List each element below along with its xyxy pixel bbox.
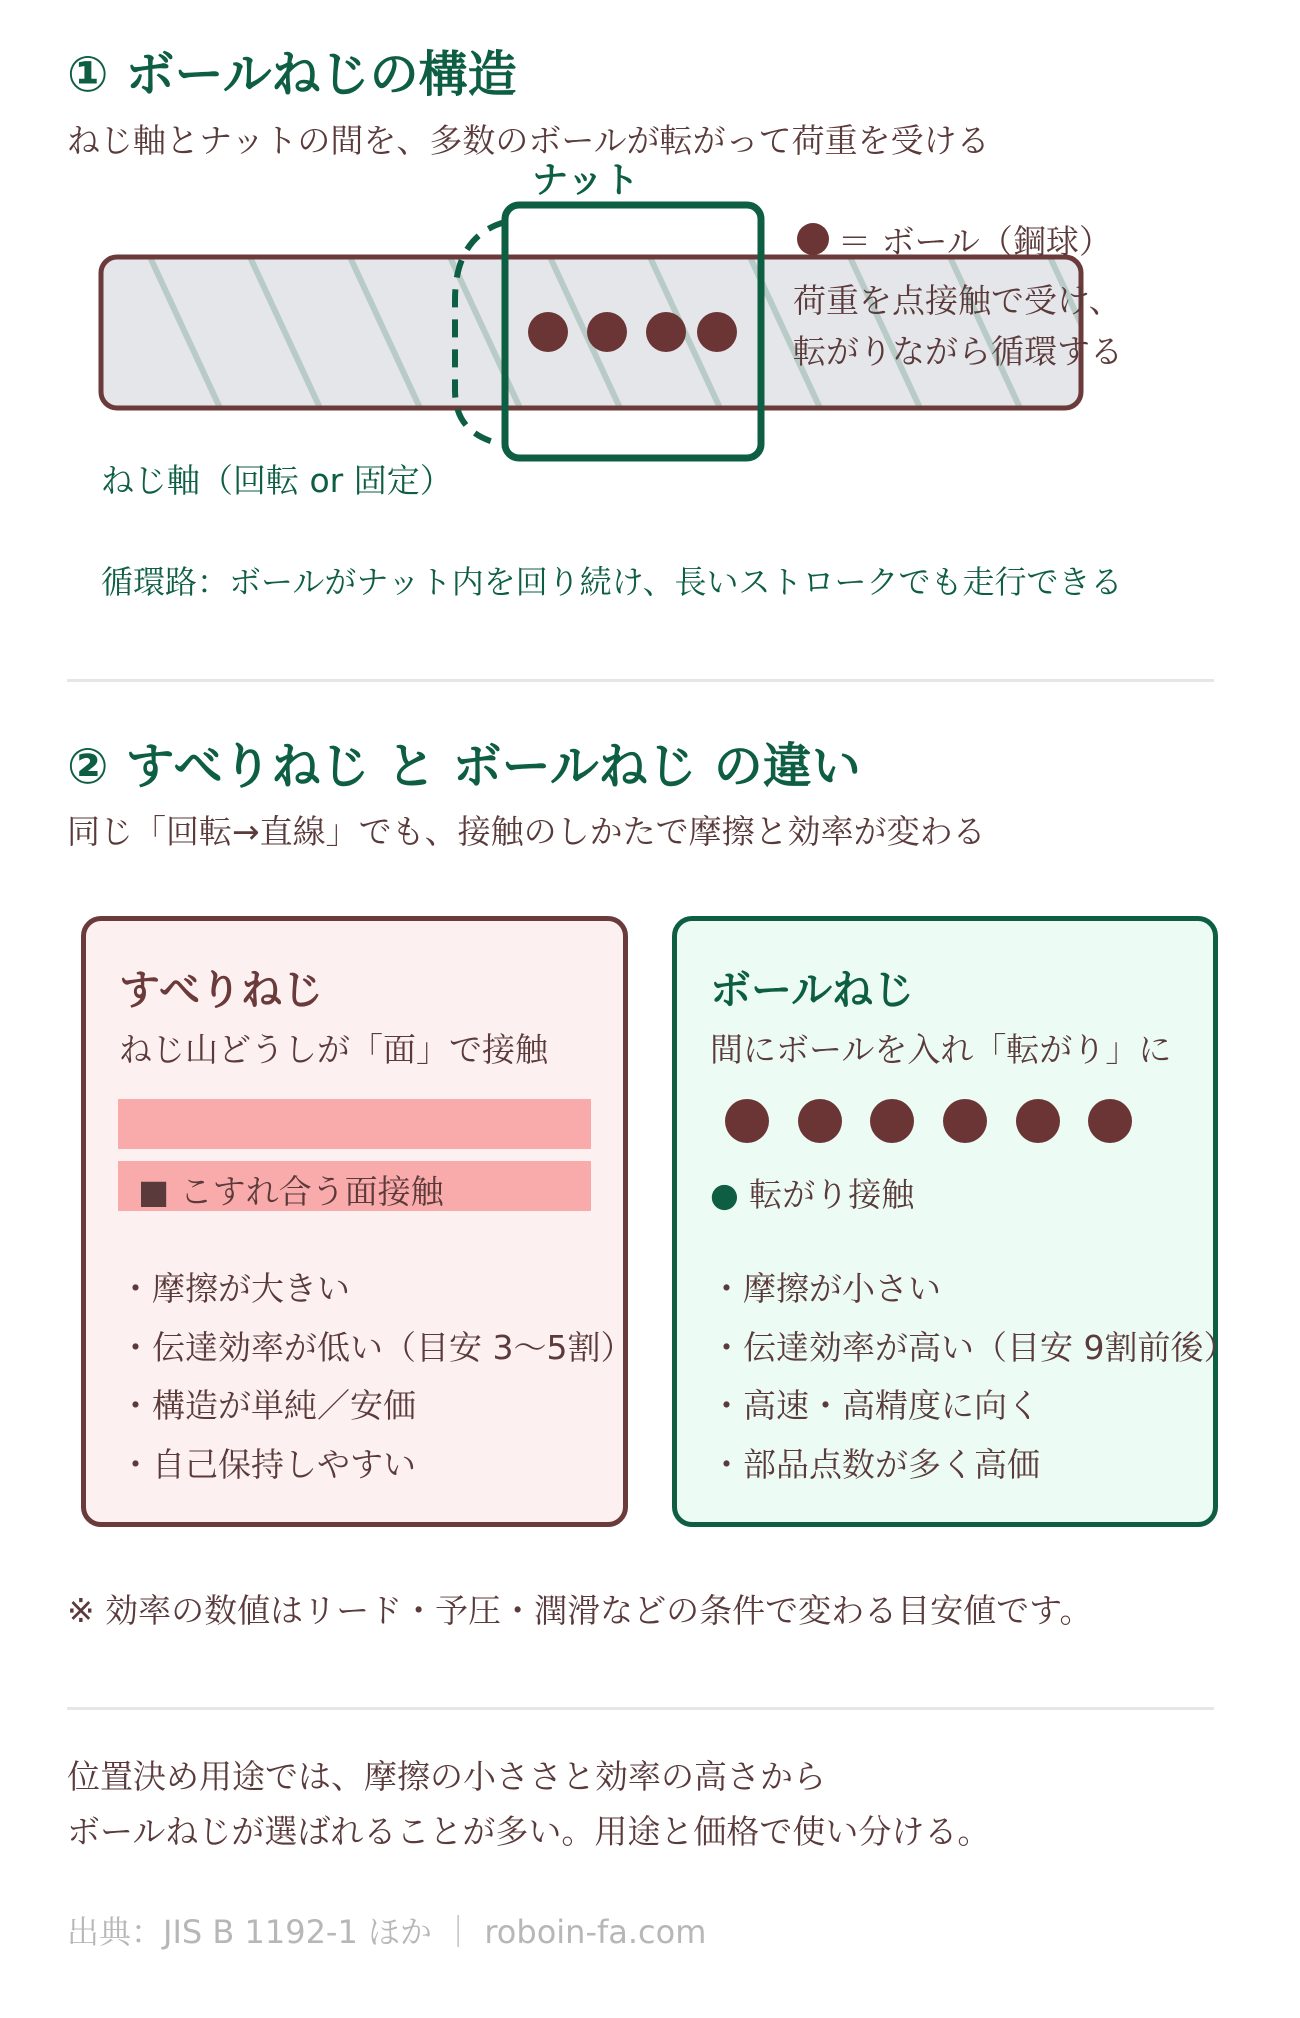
rolling-legend-dot: ●: [710, 1175, 739, 1214]
rolling-legend-text: 転がり接触: [738, 1175, 915, 1214]
ball: [528, 312, 568, 352]
sliding-card-title: すべりねじ: [119, 966, 324, 1014]
section2-subtitle: 同じ「回転→直線」でも、接触のしかたで摩擦と効率が変わる: [67, 812, 986, 851]
ball-legend-icon: [797, 223, 829, 255]
ball: [870, 1099, 914, 1143]
summary-line1: 位置決め用途では、摩擦の小ささと効率の高さから: [67, 1757, 826, 1796]
sliding-bullet: ・自己保持しやすい: [119, 1445, 416, 1484]
ball: [697, 312, 737, 352]
ball-desc-line1: 荷重を点接触で受け、: [793, 281, 1122, 320]
contact-surface-bar: [118, 1099, 591, 1149]
section2-title: ② すべりねじ と ボールねじ の違い: [67, 738, 861, 795]
summary-line2: ボールねじが選ばれることが多い。用途と価格で使い分ける。: [67, 1812, 991, 1851]
source-credit: 出典：JIS B 1192-1 ほか ｜ roboin-fa.com: [67, 1913, 707, 1951]
ball-legend-text: ＝ ボール（鋼球）: [838, 222, 1112, 261]
ball-bullet: ・摩擦が小さい: [710, 1269, 941, 1308]
shaft-label: ねじ軸（回転 or 固定）: [101, 461, 453, 500]
section1-subtitle: ねじ軸とナットの間を、多数のボールが転がって荷重を受ける: [67, 121, 990, 160]
return-path-label: 循環路：ボールがナット内を回り続け、長いストロークでも走行できる: [101, 563, 1123, 601]
sliding-screw-card: [81, 916, 634, 1527]
efficiency-note: ※ 効率の数値はリード・予圧・潤滑などの条件で変わる目安値です。: [67, 1591, 1093, 1630]
ball-card-subtitle: 間にボールを入れ「転がり」に: [710, 1030, 1172, 1069]
ball-row: [677, 1091, 1213, 1151]
ball: [725, 1099, 769, 1143]
divider: [67, 1707, 1214, 1710]
rolling-contact-legend: [710, 1169, 914, 1216]
sliding-bullet: ・構造が単純／安価: [119, 1386, 416, 1425]
ball: [943, 1099, 987, 1143]
sliding-bullet: ・摩擦が大きい: [119, 1269, 350, 1308]
divider: [67, 679, 1214, 682]
ball-screw-card: [672, 916, 1237, 1527]
ball: [1016, 1099, 1060, 1143]
contact-surface-bar: [118, 1161, 591, 1211]
section1-title: ① ボールねじの構造: [67, 46, 517, 103]
sliding-card-subtitle: ねじ山どうしが「面」で接触: [119, 1030, 548, 1069]
nut-label: ナット: [532, 160, 640, 201]
ball-bullet: ・部品点数が多く高価: [710, 1445, 1040, 1484]
sliding-bullet: ・伝達効率が低い（目安 3〜5割）: [119, 1328, 634, 1367]
ball-bullet: ・伝達効率が高い（目安 9割前後）: [710, 1328, 1237, 1367]
surface-contact-legend: ■ こすれ合う面接触: [138, 1172, 444, 1211]
ball: [798, 1099, 842, 1143]
ball: [1088, 1099, 1132, 1143]
ball: [587, 312, 627, 352]
ball: [646, 312, 686, 352]
ball-card-title: ボールねじ: [710, 966, 915, 1014]
ball-desc-line2: 転がりながら循環する: [793, 332, 1123, 371]
ball-bullet: ・高速・高精度に向く: [710, 1386, 1040, 1425]
